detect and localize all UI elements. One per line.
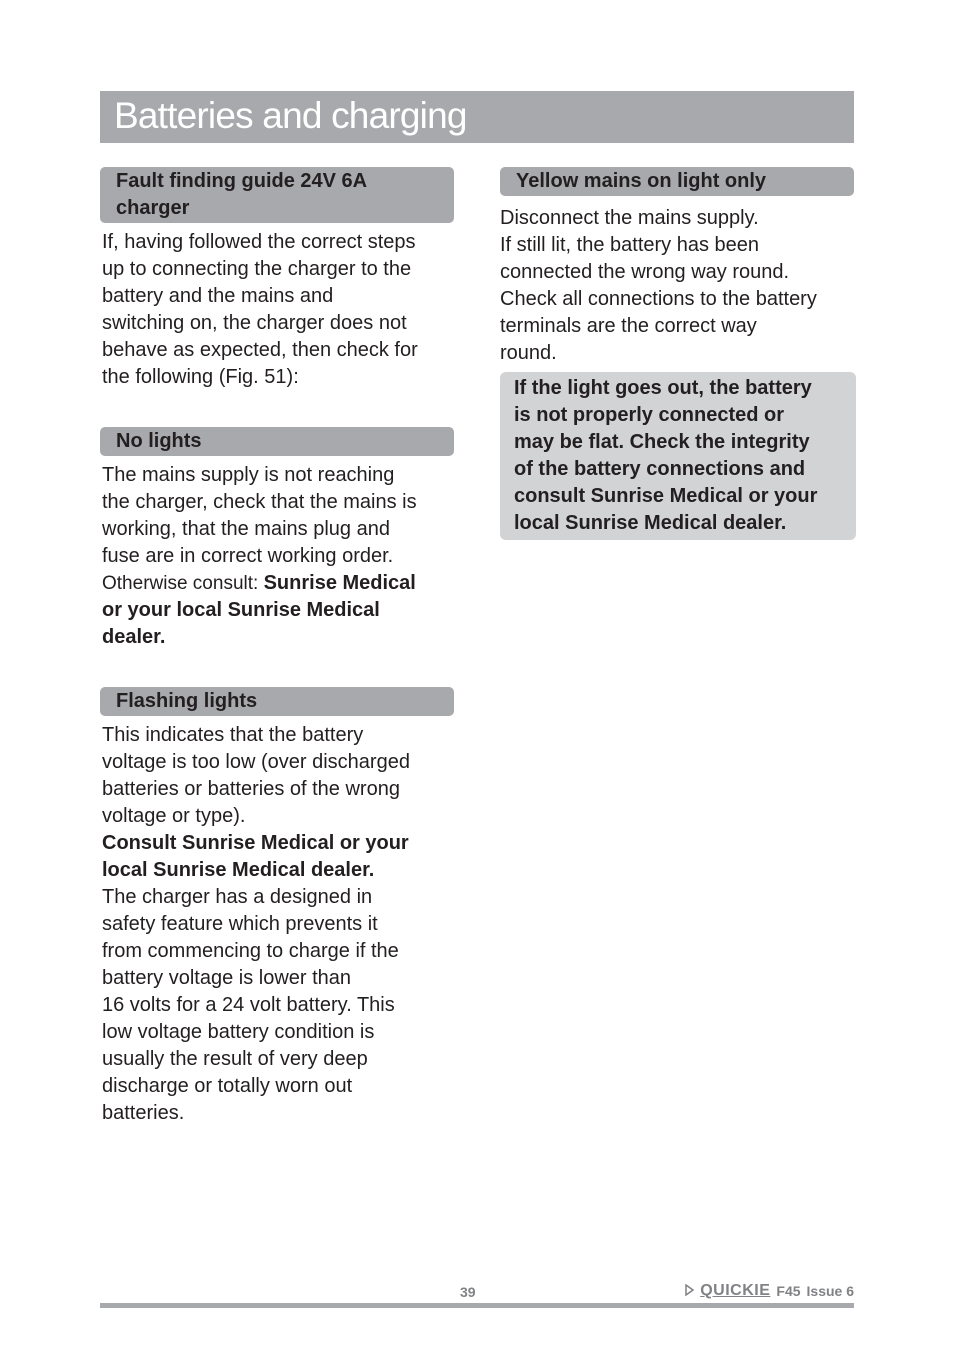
- text-line: voltage is too low (over discharged: [102, 751, 410, 773]
- text-line: 16 volts for a 24 volt battery. This: [102, 994, 395, 1016]
- text-line: the following (Fig. 51):: [102, 366, 299, 388]
- note-line: of the battery connections and: [514, 458, 806, 480]
- footer-brand: [685, 1282, 854, 1300]
- text-line: low voltage battery condition is: [102, 1021, 375, 1043]
- note-line: may be flat. Check the integrity: [514, 431, 810, 453]
- text-line: working, that the mains plug and: [102, 518, 390, 540]
- consult-bold: Consult Sunrise Medical or your: [102, 832, 409, 854]
- text-line: behave as expected, then check for: [102, 339, 418, 361]
- text-line: batteries.: [102, 1102, 185, 1124]
- text-line: usually the result of very deep: [102, 1048, 368, 1070]
- yellow-mains-paragraph: [500, 205, 856, 367]
- footer-rule: [100, 1303, 854, 1308]
- text-line: the charger, check that the mains is: [102, 491, 417, 513]
- consult-bold: local Sunrise Medical dealer.: [102, 859, 375, 881]
- note-line: If the light goes out, the battery: [514, 377, 812, 399]
- fault-intro-paragraph: [100, 229, 456, 391]
- note-line: consult Sunrise Medical or your: [514, 485, 818, 507]
- text-line: batteries or batteries of the wrong: [102, 778, 400, 800]
- text-line: The charger has a designed in: [102, 886, 373, 908]
- text-line: If, having followed the correct steps: [102, 231, 416, 253]
- note-box: [500, 372, 856, 540]
- text-line: The mains supply is not reaching: [102, 464, 395, 486]
- title-bar: [100, 91, 854, 143]
- section-heading-no-lights: No lights: [100, 427, 454, 456]
- flashing-lights-paragraph: [100, 722, 456, 1127]
- consult-prefix: Otherwise consult:: [102, 573, 264, 594]
- text-line: Check all connections to the battery: [500, 288, 817, 310]
- consult-bold: dealer.: [102, 626, 166, 648]
- consult-line: [102, 570, 456, 597]
- quickie-logo: QUICKIE: [700, 1282, 771, 1299]
- issue-label: Issue 6: [806, 1283, 854, 1299]
- consult-bold: Sunrise Medical: [263, 572, 416, 594]
- note-line: is not properly connected or: [514, 404, 785, 426]
- text-line: fuse are in correct working order.: [102, 545, 394, 567]
- text-line: from commencing to charge if the: [102, 940, 399, 962]
- text-line: If still lit, the battery has been: [500, 234, 760, 256]
- play-arrow-icon: [685, 1283, 694, 1299]
- text-line: voltage or type).: [102, 805, 246, 827]
- page-number: 39: [460, 1284, 476, 1300]
- left-column: [100, 167, 456, 1127]
- heading-line: charger: [116, 197, 190, 219]
- note-line: local Sunrise Medical dealer.: [514, 512, 787, 534]
- text-line: discharge or totally worn out: [102, 1075, 353, 1097]
- text-line: round.: [500, 342, 557, 364]
- right-column: [500, 167, 856, 540]
- no-lights-paragraph: [100, 462, 456, 651]
- text-line: connected the wrong way round.: [500, 261, 790, 283]
- text-line: up to connecting the charger to the: [102, 258, 412, 280]
- text-line: Disconnect the mains supply.: [500, 207, 759, 229]
- heading-line: Fault finding guide 24V 6A: [116, 170, 368, 192]
- text-line: safety feature which prevents it: [102, 913, 378, 935]
- text-line: battery voltage is lower than: [102, 967, 352, 989]
- model-label: F45: [776, 1283, 801, 1299]
- text-line: terminals are the correct way: [500, 315, 757, 337]
- text-line: This indicates that the battery: [102, 724, 364, 746]
- page-title: Batteries and charging: [114, 95, 467, 136]
- section-heading-fault-finding: [100, 167, 454, 223]
- section-heading-flashing-lights: Flashing lights: [100, 687, 454, 716]
- consult-bold: or your local Sunrise Medical: [102, 599, 380, 621]
- text-line: battery and the mains and: [102, 285, 334, 307]
- text-line: switching on, the charger does not: [102, 312, 407, 334]
- section-heading-yellow-mains: Yellow mains on light only: [500, 167, 854, 196]
